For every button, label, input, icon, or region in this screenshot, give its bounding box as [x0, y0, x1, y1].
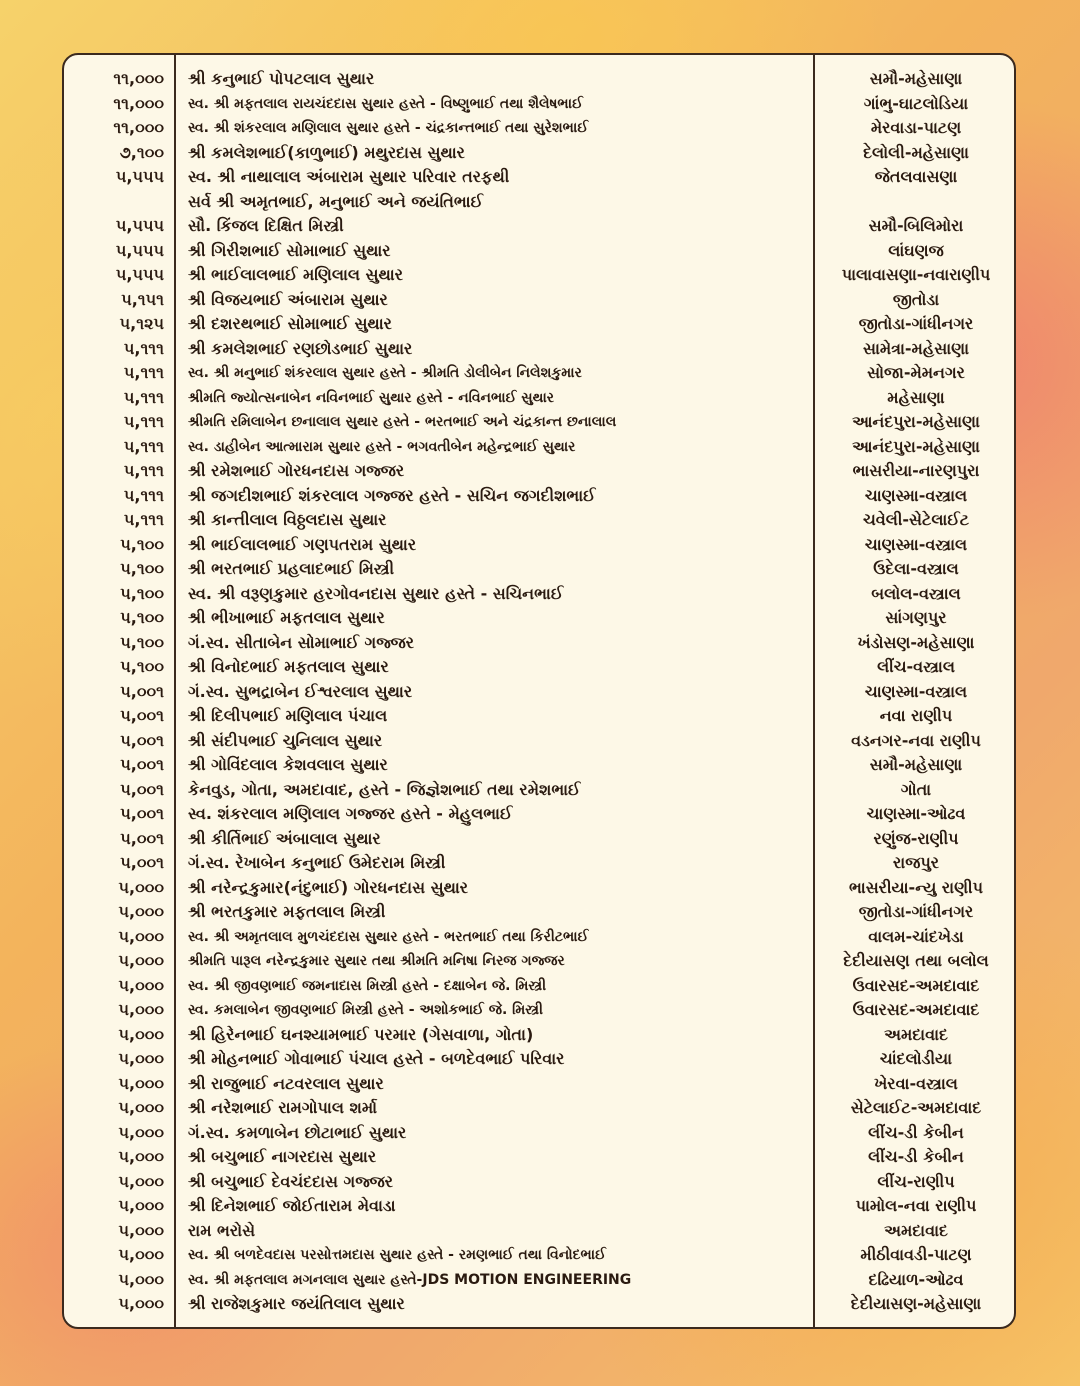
donor-place: ગાંભુ-ઘાટલોડિયા: [863, 93, 969, 113]
donor-row: [64, 337, 1014, 362]
donor-name: શ્રી રાજુભાઈ નટવરલાલ સુથાર: [188, 1073, 384, 1093]
donor-place: લીંચ-ડી કેબીન: [868, 1147, 964, 1166]
donation-amount: ૫,૧૧૧: [123, 510, 164, 529]
donor-name: સ્વ. શ્રી મફતલાલ રાયચંદદાસ સુથાર હસ્તે - વિષ્ણુભાઈ તથા શૈલેષભાઈ: [188, 95, 583, 112]
donor-name: સ્વ. શ્રી મફતલાલ મગનલાલ સુથાર હસ્તે-JDS MOTION ENGINEERING: [188, 1271, 632, 1288]
donor-row: [64, 459, 1014, 484]
donor-name: ગં.સ્વ. કમળાબેન છોટાભાઈ સુથાર: [188, 1122, 407, 1142]
donor-name: શ્રી નરેશભાઈ રામગોપાલ શર્મા: [188, 1098, 378, 1117]
donor-row: [64, 1145, 1014, 1170]
donation-amount: ૫,૦૦૦: [118, 1294, 164, 1313]
donation-amount: ૫,૧૧૧: [123, 387, 164, 407]
donor-place: ચાણસ્મા-વસ્ત્રાલ: [864, 534, 968, 554]
donor-place: આનંદપુરા-મહેસાણા: [852, 436, 980, 456]
donation-amount: ૫,૦૦૦: [118, 1024, 164, 1044]
donor-row: [64, 1194, 1014, 1219]
donor-place: જેતલવાસણા: [874, 167, 958, 186]
donor-place: પાલાવાસણા-નવારાણીપ: [841, 265, 991, 284]
donor-name: શ્રી દિલીપભાઈ મણિલાલ પંચાલ: [188, 706, 388, 725]
donor-place: ગોતા: [900, 779, 932, 799]
donation-amount: ૫,૫૫૫: [115, 216, 164, 235]
donation-amount: ૧૧,૦૦૦: [113, 69, 164, 88]
donor-name: સ્વ. શ્રી શંકરલાલ મણિલાલ સુથાર હસ્તે - ચંદ્રકાન્તભાઈ તથા સુરેશભાઈ: [188, 120, 589, 136]
donor-name: ગં.સ્વ. સુભદ્રાબેન ઈશ્વરલાલ સુથાર: [188, 681, 413, 701]
donation-amount: ૫,૦૦૧: [120, 706, 164, 725]
donor-name: કેનવુડ, ગોતા, અમદાવાદ, હસ્તે - જિજ્ઞેશભાઈ તથા રમેશભાઈ: [188, 779, 581, 799]
donation-amount: ૫,૦૦૦: [118, 1098, 164, 1117]
donation-amount: ૫,૦૦૦: [118, 1269, 164, 1289]
donor-row: [64, 1047, 1014, 1072]
donor-row: [64, 165, 1014, 190]
donation-amount: ૫,૧૦૦: [120, 559, 164, 578]
donor-name: સ્વ. શ્રી નાથાલાલ અંબારામ સુથાર પરિવાર તરફથી: [188, 167, 510, 186]
donor-row: [64, 827, 1014, 852]
donor-name: શ્રીમતિ રમિલાબેન છનાલાલ સુથાર હસ્તે - ભરતભાઈ અને ચંદ્રકાન્ત છનાલાલ: [188, 414, 617, 430]
donor-row: [64, 1292, 1014, 1317]
donor-name: શ્રી ભાઈલાલભાઈ મણિલાલ સુથાર: [188, 265, 403, 284]
donor-row: [64, 655, 1014, 680]
donor-place: લાંઘણજ: [888, 240, 944, 260]
donor-row: [64, 410, 1014, 435]
donor-row: [64, 1268, 1014, 1293]
donation-amount: ૫,૧૧૧: [123, 485, 164, 505]
donor-place: ઉદેલા-વસ્ત્રાલ: [873, 559, 959, 578]
donor-row: [64, 361, 1014, 386]
donor-name: શ્રી ગોવિંદલાલ કેશવલાલ સુથાર: [188, 755, 388, 774]
donor-place: મહેસાણા: [887, 387, 945, 407]
donor-row: [64, 606, 1014, 631]
donor-row: [64, 1121, 1014, 1146]
donor-place: મીઠીવાવડી-પાટણ: [860, 1245, 972, 1264]
donor-place: વાલમ-ચાંદખેડા: [868, 926, 964, 946]
donation-amount: ૧૧,૦૦૦: [113, 93, 164, 113]
donor-name: શ્રી ગિરીશભાઈ સોમાભાઈ સુથાર: [188, 240, 391, 260]
donation-amount: ૫,૧૦૦: [120, 608, 164, 627]
donation-amount: ૧૧,૦૦૦: [113, 118, 164, 137]
donor-place: લીંચ-વસ્ત્રાલ: [877, 657, 955, 676]
donor-row: [64, 1219, 1014, 1244]
donation-amount: ૫,૦૦૦: [118, 1220, 164, 1240]
donor-name: શ્રી દશરથભાઈ સોમાભાઈ સુથાર: [188, 314, 392, 333]
donor-name: શ્રી રમેશભાઈ ગોરધનદાસ ગજ્જર: [188, 461, 405, 480]
donation-amount: ૫,૧૧૧: [123, 436, 164, 456]
donor-name: શ્રીમતિ જ્યોત્સનાબેન નવિનભાઈ સુથાર હસ્તે - નવિનભાઈ સુથાર: [188, 389, 555, 406]
donor-place: રણુંજ-રાણીપ: [873, 828, 959, 848]
donor-place: નવા રાણીપ: [879, 706, 953, 725]
donor-place: અમદાવાદ: [884, 1220, 948, 1240]
donation-amount: ૫,૦૦૧: [120, 853, 164, 872]
donation-amount: ૫,૦૦૦: [118, 1049, 164, 1068]
donor-name: ગં.સ્વ. રેખાબેન કનુભાઈ ઉમેદરામ મિસ્ત્રી: [188, 853, 446, 872]
donor-place: ચવેલી-સેટેલાઈટ: [862, 510, 970, 529]
donor-place: ઉવારસદ-અમદાવાદ: [852, 1000, 980, 1019]
donor-place: ચાણસ્મા-વસ્ત્રાલ: [864, 485, 968, 505]
donor-place: દેદીયાસણ તથા બલોલ: [843, 951, 989, 970]
donor-name: શ્રી સંદીપભાઈ ચુનિલાલ સુથાર: [188, 730, 383, 750]
donor-place: રાજપુર: [893, 853, 939, 872]
donation-amount: ૫,૦૦૧: [120, 804, 164, 823]
donor-row: [64, 1096, 1014, 1121]
donor-place: જીતોડા-ગાંધીનગર: [858, 902, 974, 921]
donor-row: [64, 925, 1014, 950]
donation-amount: ૭,૧૦૦: [119, 142, 164, 162]
donation-amount: ૫,૧૦૦: [120, 534, 164, 554]
donation-amount: ૫,૦૦૦: [118, 951, 164, 970]
donor-name: શ્રી વિનોદભાઈ મફતલાલ સુથાર: [188, 657, 389, 676]
donor-row: [64, 484, 1014, 509]
donor-row: [64, 263, 1014, 288]
donor-name: શ્રી ભાઈલાલભાઈ ગણપતરામ સુથાર: [188, 534, 417, 554]
donation-amount: ૫,૧૧૧: [123, 412, 164, 431]
donation-amount: ૫,૫૫૫: [115, 265, 164, 284]
donor-name: શ્રી કાન્તીલાલ વિઠ્ઠલદાસ સુથાર: [188, 510, 387, 529]
donation-amount: ૫,૧૧૧: [123, 338, 164, 358]
donor-row: [64, 851, 1014, 876]
donation-amount: ૫,૦૦૦: [118, 1073, 164, 1093]
donor-place: ખંડોસણ-મહેસાણા: [857, 632, 975, 652]
donation-amount: ૫,૦૦૦: [118, 1122, 164, 1142]
donor-name: શ્રી કનુભાઈ પોપટલાલ સુથાર: [188, 69, 375, 88]
donor-name: શ્રી મોહનભાઈ ગોવાભાઈ પંચાલ હસ્તે - બળદેવભાઈ પરિવાર: [188, 1049, 565, 1068]
donor-name: સ્વ. શંકરલાલ મણિલાલ ગજ્જર હસ્તે - મેહુલભાઈ: [188, 804, 513, 823]
donor-place: જીતોડા-ગાંધીનગર: [858, 314, 974, 333]
donor-place: ખેરવા-વસ્ત્રાલ: [874, 1073, 958, 1093]
donor-place: લીંચ-ડી કેબીન: [868, 1122, 964, 1142]
donor-place: સેટેલાઈટ-અમદાવાદ: [850, 1098, 982, 1117]
donor-place: ઉવારસદ-અમદાવાદ: [852, 975, 980, 995]
donation-amount: ૫,૦૦૧: [120, 681, 164, 701]
donor-place: પામોલ-નવા રાણીપ: [855, 1196, 977, 1215]
donation-amount: ૫,૧૫૧: [121, 289, 164, 309]
donor-name: શ્રી દિનેશભાઈ જોઈતારામ મેવાડા: [188, 1196, 396, 1215]
donor-row: [64, 704, 1014, 729]
donor-name: શ્રીમતિ પારૂલ નરેન્દ્રકુમાર સુથાર તથા શ્રીમતિ મનિષા નિરજ ગજ્જર: [188, 953, 565, 969]
donor-row: [64, 557, 1014, 582]
donor-name: શ્રી બચુભાઈ નાગરદાસ સુથાર: [188, 1147, 377, 1166]
donor-place: મેરવાડા-પાટણ: [870, 118, 962, 137]
donation-amount: ૫,૧૨૫: [119, 314, 164, 333]
donor-row: [64, 67, 1014, 92]
donation-amount: ૫,૧૦૦: [120, 583, 164, 603]
donor-name: સર્વ શ્રી અમૃતભાઈ, મનુભાઈ અને જયંતિભાઈ: [188, 191, 483, 211]
donor-row: [64, 949, 1014, 974]
donor-place: દેલોલી-મહેસાણા: [863, 142, 969, 162]
donation-amount: ૫,૦૦૧: [120, 730, 164, 750]
donation-amount: ૫,૦૦૦: [118, 975, 164, 995]
donor-place: વડનગર-નવા રાણીપ: [851, 730, 981, 750]
donor-row: [64, 974, 1014, 999]
donation-amount: ૫,૧૦૦: [120, 657, 164, 676]
donor-place: સોજા-મેમનગર: [867, 363, 965, 382]
donor-row: [64, 631, 1014, 656]
donor-row: [64, 214, 1014, 239]
donor-row: [64, 435, 1014, 460]
donor-row: [64, 116, 1014, 141]
donor-row: [64, 753, 1014, 778]
donor-place: ચાણસ્મા-વસ્ત્રાલ: [864, 681, 968, 701]
donor-name: સૌ. કિંજલ દિક્ષિત મિસ્ત્રી: [188, 216, 344, 235]
donation-amount: ૫,૫૫૫: [115, 167, 164, 186]
donation-amount: ૫,૧૦૦: [120, 632, 164, 652]
donor-name: સ્વ. ડાહીબેન આત્મારામ સુથાર હસ્તે - ભગવતીબેન મહેન્દ્રભાઈ સુથાર: [188, 438, 576, 455]
donor-row: [64, 533, 1014, 558]
donor-name: શ્રી ભરતભાઈ પ્રહલાદભાઈ મિસ્ત્રી: [188, 559, 395, 578]
donor-name: સ્વ. શ્રી વરૂણકુમાર હરગોવનદાસ સુથાર હસ્તે - સચિનભાઈ: [188, 583, 564, 603]
donation-amount: ૫,૧૧૧: [123, 363, 164, 382]
donor-name: શ્રી કમલેશભાઈ રણછોડભાઈ સુથાર: [188, 338, 413, 358]
donation-amount: ૫,૫૫૫: [115, 240, 164, 260]
donation-amount: ૫,૦૦૦: [118, 1147, 164, 1166]
donor-row: [64, 802, 1014, 827]
donor-name: શ્રી કમલેશભાઈ(કાળુભાઈ) મથુરદાસ સુથાર: [188, 142, 465, 162]
donation-amount: ૫,૦૦૦: [118, 926, 164, 946]
donor-name: શ્રી બચુભાઈ દેવચંદદાસ ગજ્જર: [188, 1171, 394, 1191]
donor-row: [64, 900, 1014, 925]
donor-place: દઢિયાળ-ઓઢવ: [868, 1269, 964, 1289]
donor-place: અમદાવાદ: [884, 1024, 948, 1044]
donation-amount: ૫,૦૦૦: [118, 1196, 164, 1215]
donor-place: સાંગણપુર: [885, 608, 947, 627]
donor-place: સામેત્રા-મહેસાણા: [862, 338, 969, 358]
donor-place: આનંદપુરા-મહેસાણા: [852, 412, 980, 431]
donor-row: [64, 1023, 1014, 1048]
donor-row: [64, 1170, 1014, 1195]
donor-name: શ્રી ભીખાભાઈ મફતલાલ સુથાર: [188, 608, 385, 627]
donor-row: [64, 141, 1014, 166]
donor-row: [64, 386, 1014, 411]
donor-name: શ્રી વિજયભાઈ અંબારામ સુથાર: [188, 289, 388, 309]
donor-place: ચાંદલોડીયા: [879, 1049, 953, 1068]
donor-place: ભાસરીયા-નારણપુરા: [852, 461, 980, 480]
donor-place: લીંચ-રાણીપ: [877, 1171, 955, 1191]
donor-name: સ્વ. શ્રી બળદેવદાસ પરસોત્તમદાસ સુથાર હસ્તે - રમણભાઈ તથા વિનોદભાઈ: [188, 1247, 606, 1263]
donor-row: [64, 778, 1014, 803]
donor-name: સ્વ. શ્રી મનુભાઈ શંકરલાલ સુથાર હસ્તે - શ્રીમતિ ડોલીબેન નિલેશકુમાર: [188, 365, 582, 381]
donor-name: સ્વ. શ્રી અમૃતલાલ મુળચંદદાસ સુથાર હસ્તે - ભરતભાઈ તથા કિરીટભાઈ: [188, 928, 589, 945]
donor-place: દેદીયાસણ-મહેસાણા: [850, 1294, 982, 1313]
donation-amount: ૫,૧૧૧: [123, 461, 164, 480]
donation-amount: ૫,૦૦૦: [118, 1171, 164, 1191]
donation-amount: ૫,૦૦૧: [120, 779, 164, 799]
donor-place: સમૌ-મહેસાણા: [869, 69, 963, 88]
donor-place: બલોલ-વસ્ત્રાલ: [871, 583, 961, 603]
donor-row: [64, 239, 1014, 264]
donor-row: [64, 288, 1014, 313]
donor-row: [64, 876, 1014, 901]
donation-amount: ૫,૦૦૦: [118, 1000, 164, 1019]
donation-amount: ૫,૦૦૧: [120, 755, 164, 774]
donor-name: સ્વ. શ્રી જીવણભાઈ જમનાદાસ મિસ્ત્રી હસ્તે - દક્ષાબેન જે. મિસ્ત્રી: [188, 977, 547, 994]
donor-list-panel: [62, 53, 1016, 1329]
donor-name: શ્રી કીર્તિભાઈ અંબાલાલ સુથાર: [188, 828, 381, 848]
donor-name: શ્રી જગદીશભાઈ શંકરલાલ ગજ્જર હસ્તે - સચિન જગદીશભાઈ: [188, 485, 596, 505]
donor-row: [64, 1072, 1014, 1097]
donor-name: ગં.સ્વ. સીતાબેન સોમાભાઈ ગજ્જર: [188, 632, 415, 652]
donor-row: [64, 190, 1014, 215]
donor-name: સ્વ. કમલાબેન જીવણભાઈ મિસ્ત્રી હસ્તે - અશોકભાઈ જે. મિસ્ત્રી: [188, 1002, 543, 1018]
donor-row: [64, 729, 1014, 754]
donor-row: [64, 582, 1014, 607]
donor-place: જીતોડા: [892, 289, 940, 309]
donation-amount: ૫,૦૦૦: [118, 1245, 164, 1264]
donor-row: [64, 92, 1014, 117]
donor-name: શ્રી નરેન્દ્રકુમાર(નંદુભાઈ) ગોરધનદાસ સુથાર: [188, 877, 469, 897]
donor-place: સમૌ-બિલિમોરા: [868, 216, 964, 235]
donor-name: રામ ભરોસે: [188, 1220, 256, 1240]
donation-amount: ૫,૦૦૧: [120, 828, 164, 848]
donor-row: [64, 998, 1014, 1023]
donation-amount: ૫,૦૦૦: [118, 902, 164, 921]
donor-place: સમૌ-મહેસાણા: [869, 755, 963, 774]
donor-row: [64, 1243, 1014, 1268]
donor-name: શ્રી હિરેનભાઈ ઘનશ્યામભાઈ પરમાર (ગેસવાળા, ગોતા): [188, 1024, 534, 1044]
donor-row: [64, 312, 1014, 337]
donation-amount: ૫,૦૦૦: [118, 877, 164, 897]
donor-name: શ્રી રાજેશકુમાર જયંતિલાલ સુથાર: [188, 1294, 405, 1313]
donor-row: [64, 680, 1014, 705]
donor-row: [64, 508, 1014, 533]
donor-rows: [64, 67, 1014, 1317]
donor-name: શ્રી ભરતકુમાર મફતલાલ મિસ્ત્રી: [188, 902, 386, 921]
donor-place: ભાસરીયા-ન્યુ રાણીપ: [849, 877, 983, 897]
donor-place: ચાણસ્મા-ઓઢવ: [866, 804, 966, 823]
